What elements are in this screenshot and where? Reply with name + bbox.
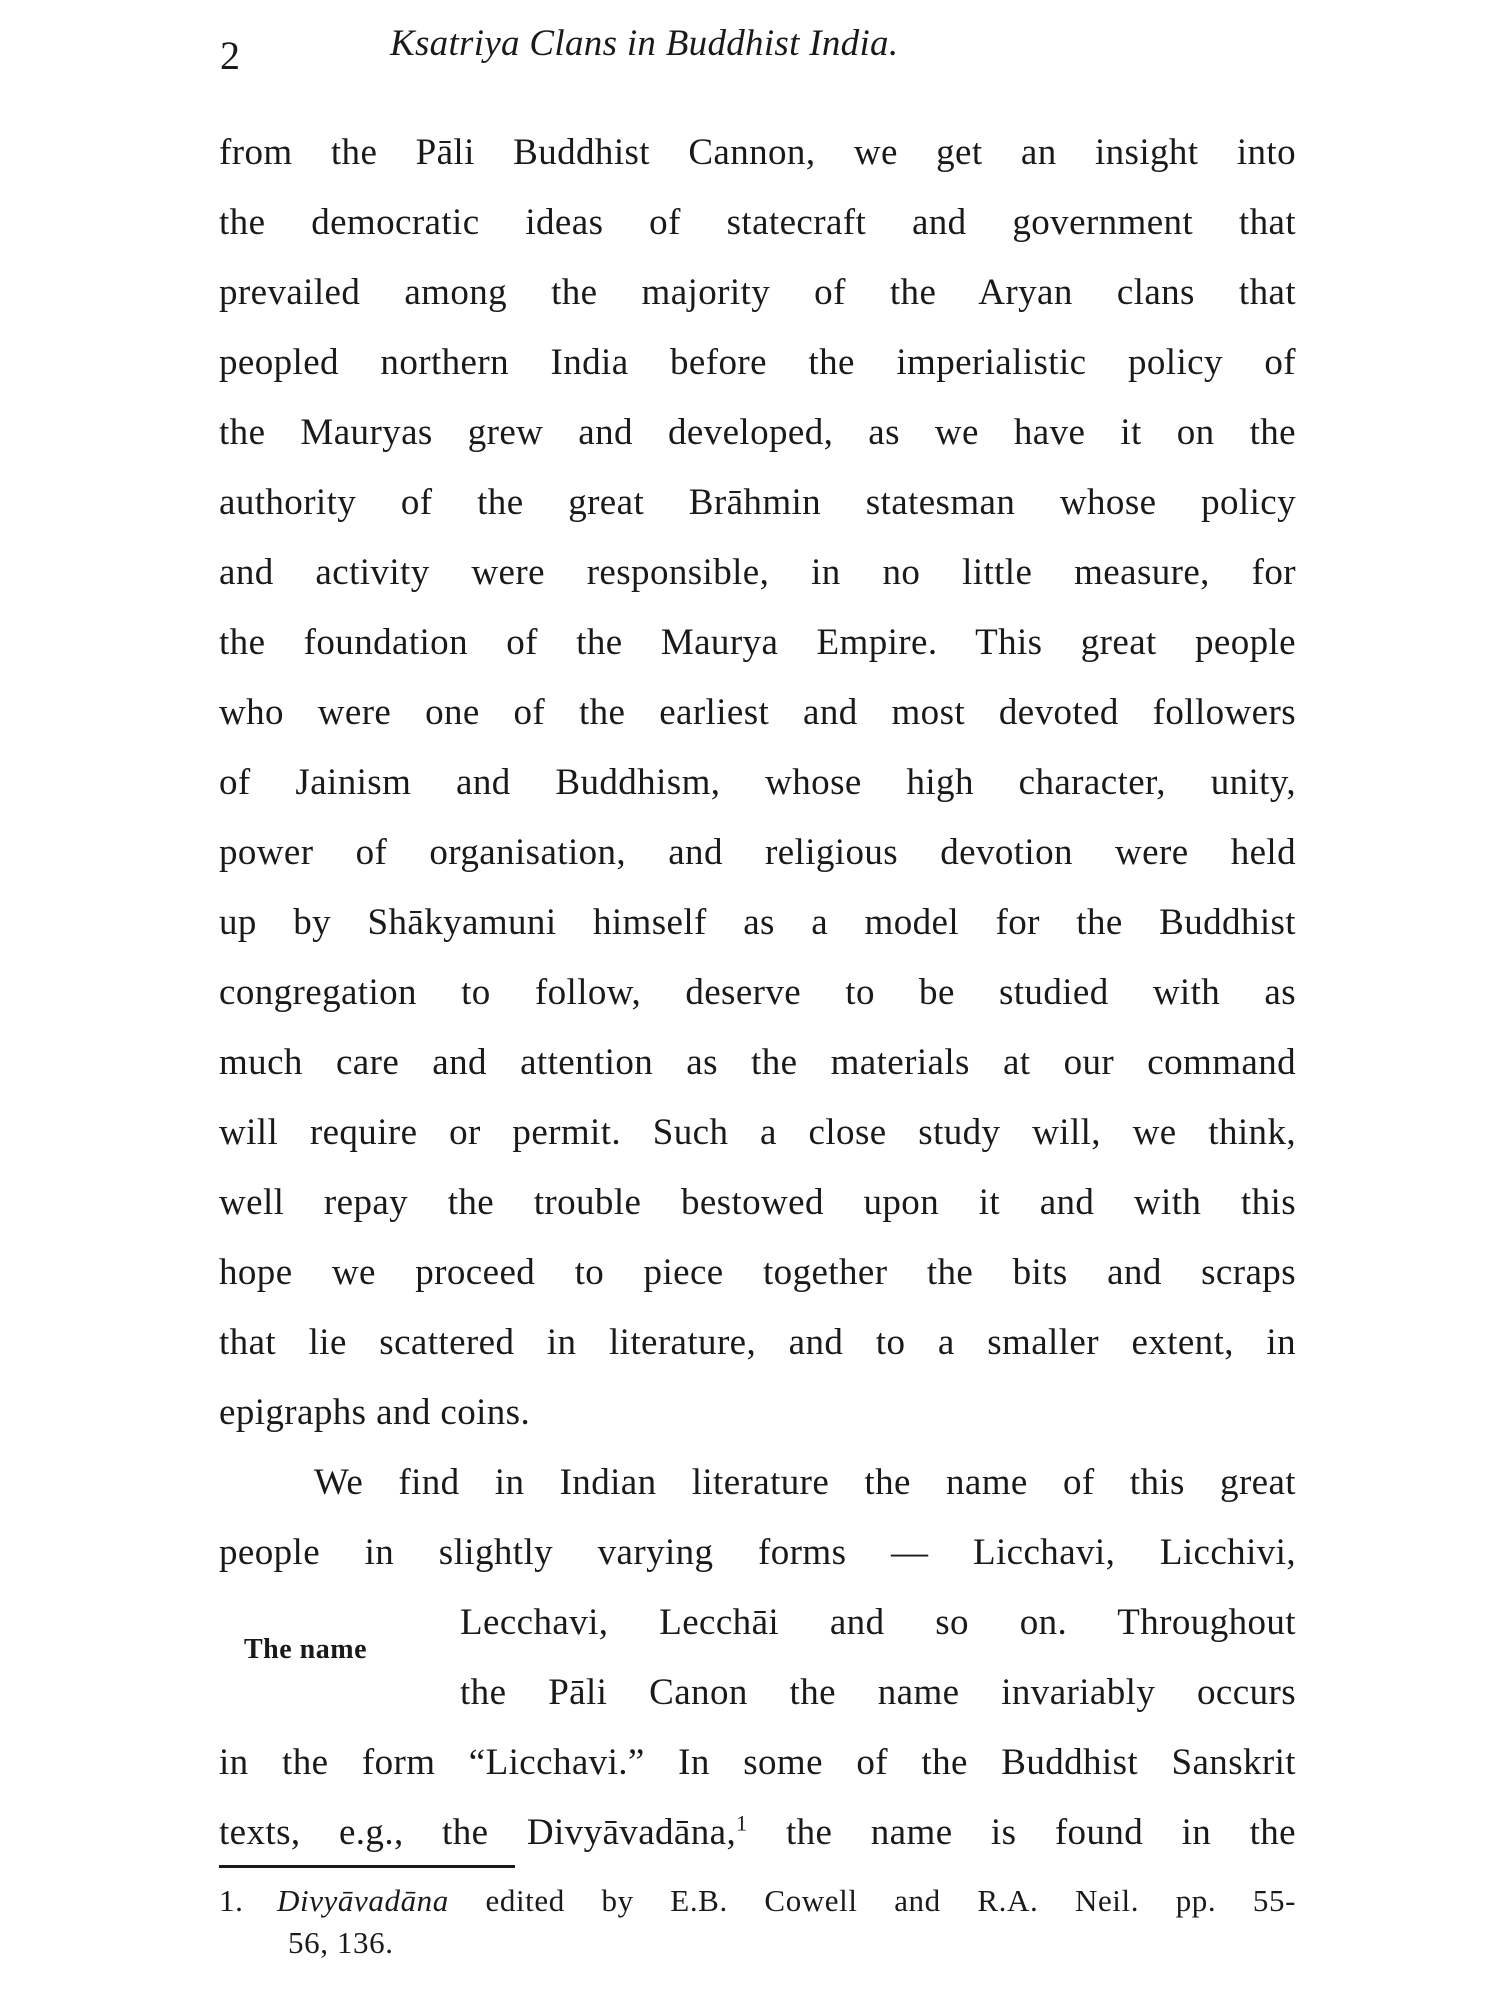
- running-head: [220, 20, 1300, 80]
- text-line: the Pāli Canon the name invariably occurs: [460, 1672, 1296, 1713]
- footnote-continuation: 56, 136.: [288, 1925, 394, 1960]
- text-line: who were one of the earliest and most devoted followers: [219, 692, 1296, 733]
- text-line: prevailed among the majority of the Aryan clans that: [219, 272, 1296, 313]
- page-number: 2: [220, 33, 240, 78]
- footnote-divider: [219, 1865, 515, 1868]
- text-line: peopled northern India before the imperialistic policy of: [219, 342, 1296, 383]
- text-line: in the form “Licchavi.” In some of the Buddhist Sanskrit: [219, 1742, 1296, 1783]
- text-segment: the name is found in the: [747, 1812, 1296, 1853]
- text-line: hope we proceed to piece together the bits and scraps: [219, 1252, 1296, 1293]
- text-line: epigraphs and coins.: [219, 1392, 531, 1433]
- body-text: [219, 118, 1296, 1868]
- footnote-text: edited by E.B. Cowell and R.A. Neil. pp. 55-: [448, 1883, 1296, 1918]
- footnotes: [219, 1880, 1296, 1964]
- text-line: the foundation of the Maurya Empire. This great people: [219, 622, 1296, 663]
- footnote-reference: 1: [736, 1810, 748, 1836]
- text-line-with-footnote-ref: [219, 1798, 1296, 1868]
- text-line: the Mauryas grew and developed, as we have it on the: [219, 412, 1296, 453]
- text-line: will require or permit. Such a close study will, we think,: [219, 1112, 1296, 1153]
- text-line: that lie scattered in literature, and to a smaller extent, in: [219, 1322, 1296, 1363]
- text-segment: texts, e.g., the Divyāvadāna,: [219, 1812, 737, 1853]
- text-line: Lecchavi, Lecchāi and so on. Throughout: [460, 1602, 1296, 1643]
- text-line: and activity were responsible, in no little measure, for: [219, 552, 1296, 593]
- text-line: power of organisation, and religious devotion were held: [219, 832, 1296, 873]
- text-line: authority of the great Brāhmin statesman whose policy: [219, 482, 1296, 523]
- margin-note: The name: [244, 1634, 367, 1665]
- text-line: much care and attention as the materials at our command: [219, 1042, 1296, 1083]
- text-line: up by Shākyamuni himself as a model for the Buddhist: [219, 902, 1296, 943]
- text-line: congregation to follow, deserve to be studied with as: [219, 972, 1296, 1013]
- text-line: from the Pāli Buddhist Cannon, we get an insight into: [219, 132, 1296, 173]
- text-line: people in slightly varying forms — Licchavi, Licchivi,: [219, 1532, 1296, 1573]
- footnote: [219, 1880, 1296, 1922]
- text-line: We find in Indian literature the name of this great: [314, 1462, 1296, 1503]
- footnote-number: 1.: [219, 1883, 244, 1918]
- text-line: the democratic ideas of statecraft and government that: [219, 202, 1296, 243]
- text-line: well repay the trouble bestowed upon it and with this: [219, 1182, 1296, 1223]
- text-line: of Jainism and Buddhism, whose high character, unity,: [219, 762, 1296, 803]
- running-title: Ksatriya Clans in Buddhist India.: [390, 23, 899, 64]
- footnote-title: Divyāvadāna: [277, 1883, 449, 1918]
